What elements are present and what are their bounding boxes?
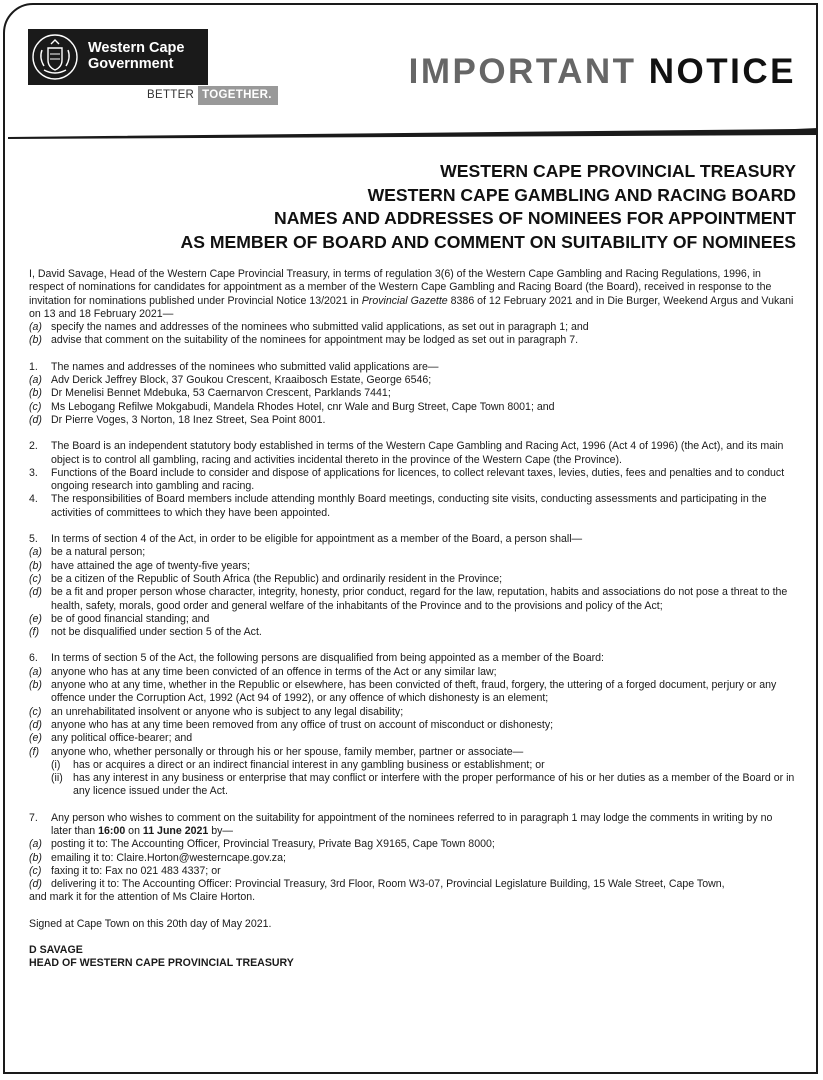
list-item: (b) advise that comment on the suitability of the nominees for appointment may be lodged as set out in paragraph 7. [29,334,579,347]
headline-line: WESTERN CAPE PROVINCIAL TREASURY [440,161,796,181]
deadline-date: 11 June 2021 [142,824,209,837]
closing-line: and mark it for the attention of Ms Claire Horton. [29,891,256,904]
nominee-item: (c) Ms Lebogang Refilwe Mokgabudi, Mandela Rhodes Hotel, cnr Wale and Burg Street, Cape Town 8001; and [29,400,555,413]
paragraph-3: 3. Functions of the Board include to consider and dispose of applications for licences, to collect relevant taxes, levies, duties, fees and penalties and to conduct ongoing research into gambling and racing. [29,466,785,493]
list-item: (f) anyone who, whether personally or through his or her spouse, family member, partner or associate— [29,745,524,758]
list-item: (d) be a fit and proper person whose character, integrity, honesty, prior conduct, regard for the law, reputation, habits and associations do not pose a threat to the health, safety, morals, good order and general welfare of the inhabitants of the Province and to the provisions and policy of the Act; [29,586,788,612]
list-item: (e) any political office-bearer; and [29,732,193,745]
nominee-item: (a) Adv Derick Jeffrey Block, 37 Goukou Crescent, Kraaibosch Estate, George 6546; [29,374,432,387]
signatory-title: HEAD OF WESTERN CAPE PROVINCIAL TREASURY [29,957,294,970]
paragraph-2: 2. The Board is an independent statutory body established in terms of the Western Cape Gambling and Racing Act, 1996 (Act 4 of 1996) (the Act), and its main object is to control all gambling, racing and activities incidental thereto in the province of the Western Cape (the Province). [29,440,784,466]
list-item: (d) delivering it to: The Accounting Officer: Provincial Treasury, 3rd Floor, Room W3-07, Provincial Legislature Building, 15 Wale Street, Cape Town, [29,878,725,891]
gazette-title: Provincial Gazette [361,294,448,307]
notice-body [29,268,795,971]
paragraph-1: 1. The names and addresses of the nominees who submitted valid applications are— [29,360,439,373]
signed-statement: Signed at Cape Town on this 20th day of May 2021. [29,917,272,930]
list-item: (e) be of good financial standing; and [29,612,210,625]
list-item: (c) an unrehabilitated insolvent or anyone who is subject to any legal disability; [29,705,404,718]
notice-headline [16,160,796,254]
list-item: (c) faxing it to: Fax no 021 483 4337; or [29,864,221,877]
deadline-time: 16:00 [98,824,126,837]
nominee-item: (d) Dr Pierre Voges, 3 Norton, 18 Inez Street, Sea Point 8001. [29,413,326,426]
list-item: (b) emailing it to: Claire.Horton@westerncape.gov.za; [29,851,286,864]
list-item: (d) anyone who has at any time been removed from any office of trust on account of misconduct or dishonesty; [29,718,554,731]
header-divider [0,0,823,150]
list-item: (a) specify the names and addresses of the nominees who submitted valid applications, as set out in paragraph 1; and [29,321,589,334]
signatory-name: D SAVAGE [29,944,83,957]
list-item: (c) be a citizen of the Republic of South Africa (the Republic) and ordinarily resident in the Province; [29,572,503,585]
list-item: (b) have attained the age of twenty-five years; [29,559,251,572]
title-word-important: IMPORTANT [408,52,637,91]
title-word-notice: NOTICE [648,52,796,91]
headline-line: WESTERN CAPE GAMBLING AND RACING BOARD [367,184,796,205]
tagline-together: TOGETHER. [198,86,278,105]
list-item: (b) anyone who at any time, whether in the Republic or elsewhere, has been convicted of theft, fraud, forgery, the uttering of a forged document, perjury or any offence under the Corruption Act, 1992 (Act 94 of 1992), or any offence of which dishonesty is an element; [29,679,777,705]
headline-line: NAMES AND ADDRESSES OF NOMINEES FOR APPOINTMENT [274,208,796,228]
paragraph-4: 4. The responsibilities of Board members include attending monthly Board meetings, conducting site visits, conducting assessments and participating in the activities of committees to which they have been appointed. [29,493,767,519]
intro-paragraph: I, David Savage, Head of the Western Cape Provincial Treasury, in terms of regulation 3(6) of the Western Cape Gambling and Racing Regulations, 1996, in respect of nominations for candidates for appointment as a member of the Western Cape Gambling and Racing Board (the Board), received in response to the invitation for nominations published under Provincial Notice 13/2021 in Provincial Gazette 8386 of 12 February 2021 and in Die Burger, Weekend Argus and Vukani on 13 and 18 February 2021— [29,268,794,320]
sub-list-item: (ii) has any interest in any business or enterprise that may conflict or interfere with the proper performance of his or her duties as a member of the Board or in any licence issued under the Act. [51,772,795,798]
paragraph-6: 6. In terms of section 5 of the Act, the following persons are disqualified from being appointed as a member of the Board: [29,652,604,665]
paragraph-7: 7. Any person who wishes to comment on the suitability for appointment of the nominees referred to in paragraph 1 may lodge the comments in writing by no later than 16:00 on 11 June 2021 by— [29,811,773,837]
logo-government-name: Western Cape Government [88,40,185,72]
tagline-better: BETTER [147,89,195,101]
paragraph-5: 5. In terms of section 4 of the Act, in order to be eligible for appointment as a member of the Board, a person shall— [29,533,583,546]
nominee-item: (b) Dr Menelisi Bennet Mdebuka, 53 Caernarvon Crescent, Parklands 7441; [29,387,391,400]
sub-list-item: (i) has or acquires a direct or an indirect financial interest in any gambling business or establishment; or [51,758,545,771]
list-item: (a) anyone who has at any time been convicted of an offence in terms of the Act or any similar law; [29,665,497,678]
list-item: (a) be a natural person; [29,546,146,559]
list-item: (a) posting it to: The Accounting Officer, Provincial Treasury, Private Bag X9165, Cape Town 8000; [29,838,495,851]
list-item: (f) not be disqualified under section 5 of the Act. [29,626,262,639]
headline-line: AS MEMBER OF BOARD AND COMMENT ON SUITABILITY OF NOMINEES [180,231,796,252]
